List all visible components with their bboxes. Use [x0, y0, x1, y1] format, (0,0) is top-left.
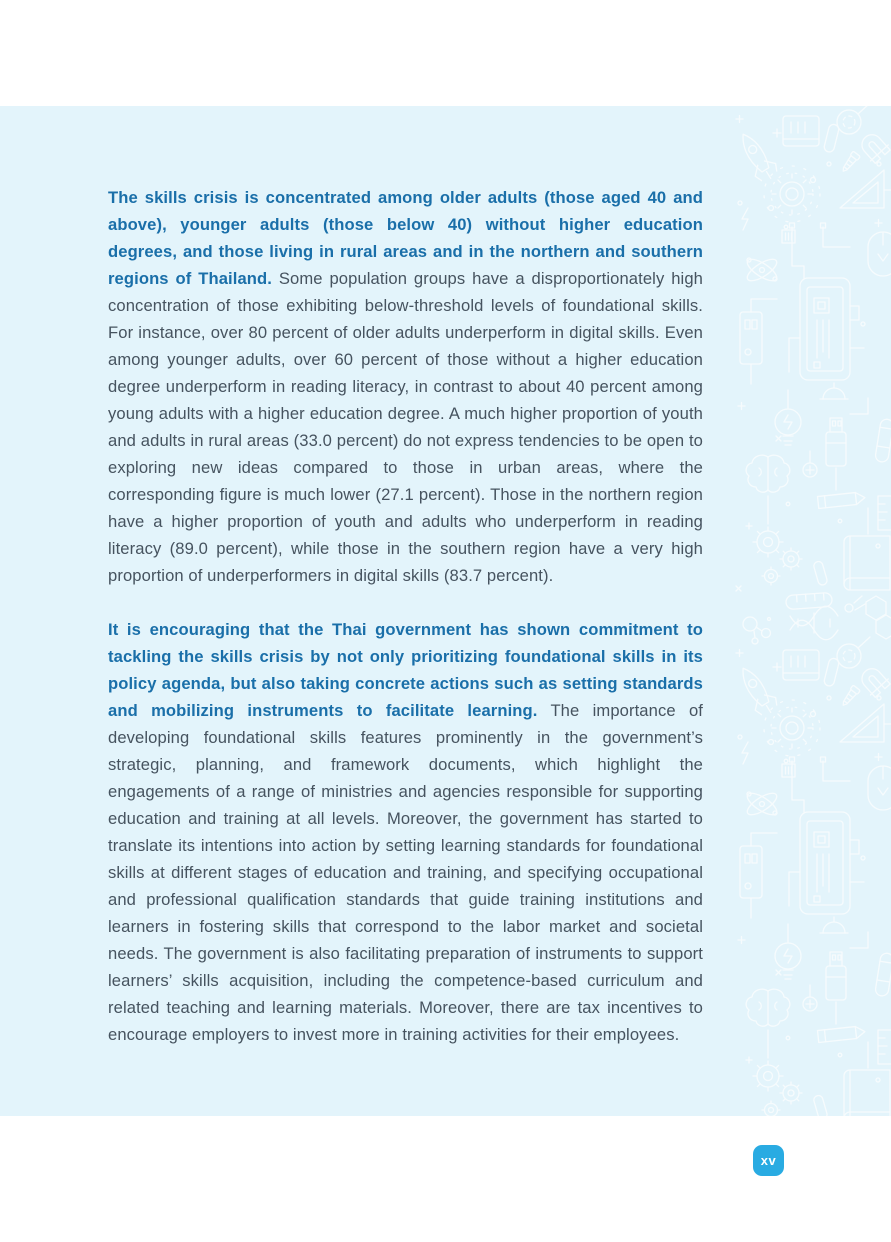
paragraph-1-lead: The skills crisis is concentrated among older adults (those aged 40 and above), younger adults (those below 40) without higher education degrees, and those living in rural areas and in the northern and southern regions of Thailand.: [108, 188, 703, 288]
content-band: [0, 106, 891, 1116]
body-text-column: [108, 184, 703, 1048]
paragraph-1-body: Some population groups have a disproportionately high concentration of those exhibiting below-threshold levels of foundational skills. For instance, over 80 percent of older adults underperform in digital skills. Even among younger adults, over 60 percent of those without a higher education degree underperform in reading literacy, in contrast to about 40 percent among young adults with a higher education degree. A much higher proportion of youth and adults in rural areas (33.0 percent) do not express tendencies to be open to exploring new ideas compared to those in urban areas, where the corresponding figure is much lower (27.1 percent). Those in the northern region have a higher proportion of youth and adults who underperform in reading literacy (89.0 percent), while those in the southern region have a very high proportion of underperformers in digital skills (83.7 percent).: [108, 269, 703, 585]
science-doodle-pattern: [728, 106, 891, 1116]
paragraph-skills-crisis: [108, 184, 703, 589]
paragraph-2-lead: It is encouraging that the Thai government has shown commitment to tackling the skills crisis by not only prioritizing foundational skills in its policy agenda, but also taking concrete actions such as setting standards and mobilizing instruments to facilitate learning.: [108, 620, 703, 720]
paragraph-2-body: The importance of developing foundational skills features prominently in the government’s strategic, planning, and framework documents, which highlight the engagements of a range of ministries and agencies responsible for supporting education and training at all levels. Moreover, the government has started to translate its intentions into action by setting learning standards for foundational skills at different stages of education and training, and specifying occupational and professional qualification standards that guide training institutions and learners in fostering skills that correspond to the labor market and societal needs. The government is also facilitating preparation of instruments to support learners’ skills acquisition, including the competence-based curriculum and related teaching and learning materials. Moreover, there are tax incentives to encourage employers to invest more in training activities for their employees.: [108, 701, 703, 1044]
page-number-badge: xv: [753, 1145, 784, 1176]
paragraph-government-commitment: [108, 616, 703, 1048]
